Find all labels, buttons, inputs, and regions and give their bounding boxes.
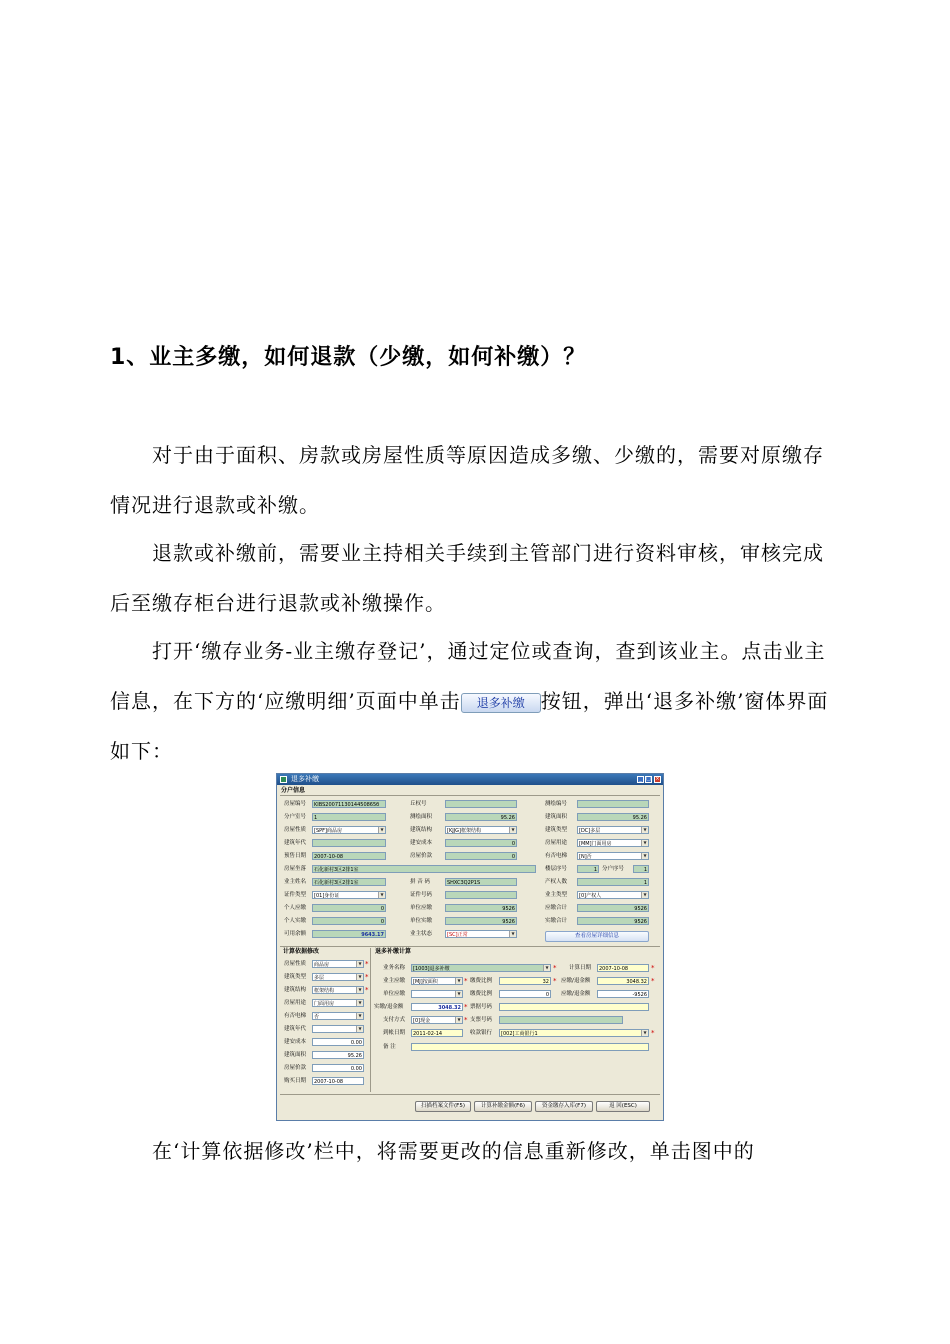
section-heading: 1、业主多缴，如何退款（少缴，如何补缴）？	[110, 345, 587, 370]
elevator-label: 有否电梯	[545, 853, 568, 859]
refund-supplement-button-inline[interactable]: 退多补缴	[461, 693, 541, 713]
chevron-down-icon: ▼	[641, 827, 648, 833]
c-house-price-field[interactable]: 0.00	[312, 1064, 364, 1072]
chevron-down-icon: ▼	[356, 1000, 363, 1006]
paragraph-3	[110, 626, 830, 776]
due-refund-field[interactable]: 3048.32	[597, 977, 649, 985]
owner-type-label: 业主类型	[545, 892, 568, 898]
survey-no-label: 测绘编号	[545, 801, 568, 807]
build-area-label: 建筑面积	[545, 814, 568, 820]
c-house-price-label: 房屋价款	[284, 1065, 307, 1071]
c-elevator-label: 有否电梯	[284, 1013, 307, 1019]
house-no-field[interactable]: KIBS2007113014450865б	[312, 800, 386, 808]
house-price-field[interactable]: 0	[445, 852, 517, 860]
owner-status-label: 业主状态	[410, 931, 433, 937]
biz-name-select[interactable]: [1003]退多补缴 ▼	[411, 964, 551, 972]
unit-seq-field[interactable]: 1	[633, 865, 649, 873]
unit-due-label: 单位应缴	[410, 905, 433, 911]
required-mark: *	[365, 986, 369, 994]
house-nature-label: 房屋性质	[284, 827, 307, 833]
owner-due-select[interactable]: [MJ]按面积 ▼	[411, 977, 463, 985]
pay-method-label: 支付方式	[383, 1017, 406, 1023]
c-build-type-label: 建筑类型	[284, 974, 307, 980]
chevron-down-icon: ▼	[641, 1030, 648, 1036]
calc-date-field[interactable]: 2007-10-08	[597, 964, 649, 972]
pay-ratio-field[interactable]: 32	[499, 977, 551, 985]
personal-due-label: 个人应缴	[284, 905, 307, 911]
unit-due2-label: 单位应缴	[383, 991, 406, 997]
floor-no-label: 楼层序号	[545, 866, 568, 872]
c-house-use-label: 房屋用途	[284, 1000, 307, 1006]
paid-total-field[interactable]: 9526	[577, 917, 649, 925]
c-structure-select[interactable]: 框架结构 ▼	[312, 986, 364, 994]
c-build-area-label: 建筑面积	[284, 1052, 307, 1058]
due-total-field[interactable]: 9526	[577, 904, 649, 912]
presale-date-label: 预售日期	[284, 853, 307, 859]
chevron-down-icon: ▼	[356, 1026, 363, 1032]
owner-status-select[interactable]: [SC]正常 ▼	[445, 930, 517, 938]
c-build-year-label: 建筑年代	[284, 1026, 307, 1032]
c-build-area-field[interactable]: 95.26	[312, 1051, 364, 1059]
check-no-label: 支票号码	[470, 1017, 493, 1023]
elevator-select[interactable]: [N]否 ▼	[577, 852, 649, 860]
divider	[370, 948, 371, 1092]
biz-name-label: 业务名称	[383, 965, 406, 971]
c-build-type-select[interactable]: 多层 ▼	[312, 973, 364, 981]
divider	[280, 1094, 660, 1095]
paragraph-3-text-b: 按钮，弹出‘退多补缴’窗体界面如下：	[110, 689, 829, 763]
owner-name-field[interactable]: 石化新村3区2排1室	[312, 878, 386, 886]
paid-total-label: 实缴合计	[545, 918, 568, 924]
c-purchase-date-field[interactable]: 2007-10-08	[312, 1077, 364, 1085]
chevron-down-icon: ▼	[378, 892, 385, 898]
chevron-down-icon: ▼	[356, 987, 363, 993]
survey-no-field[interactable]	[577, 800, 649, 808]
paragraph-1-text: 对于由于面积、房款或房屋性质等原因造成多缴、少缴的，需要对原缴存情况进行退款或补缴。	[110, 443, 824, 517]
available-field[interactable]: 9643.17	[312, 930, 386, 938]
build-type-select[interactable]: [DC]多层 ▼	[577, 826, 649, 834]
paragraph-2-text: 退款或补缴前，需要业主持相关手续到主管部门进行资料审核，审核完成后至缴存柜台进行退款或补缴操作。	[110, 541, 824, 615]
required-mark: *	[553, 964, 557, 972]
view-house-detail-button[interactable]: 查看房屋详细信息	[545, 931, 649, 942]
scan-files-button[interactable]: 扫描档案文件(F5)	[415, 1101, 471, 1112]
pinyin-label: 拼 音 码	[410, 879, 430, 885]
build-year-label: 建筑年代	[284, 840, 307, 846]
floor-no-field[interactable]: 1	[577, 865, 599, 873]
due-total-label: 应缴合计	[545, 905, 568, 911]
owner-due-label: 业主应缴	[383, 978, 406, 984]
personal-paid-field[interactable]: 0	[312, 917, 386, 925]
maximize-icon[interactable]: □	[646, 776, 651, 782]
survey-area-field[interactable]: 95.26	[445, 813, 517, 821]
presale-date-field[interactable]: 2007-10-08	[312, 852, 386, 860]
paragraph-1	[110, 430, 830, 530]
required-mark: *	[464, 1003, 468, 1011]
cert-no-label: 证件号码	[410, 892, 433, 898]
due-refund2-field[interactable]: -9526	[597, 990, 649, 998]
unit-room-field[interactable]: 1	[312, 813, 386, 821]
chevron-down-icon: ▼	[509, 931, 516, 937]
c-house-nature-select[interactable]: 商品房 ▼	[312, 960, 364, 968]
house-nature-select[interactable]: [SPF]商品房 ▼	[312, 826, 386, 834]
chevron-down-icon: ▼	[455, 978, 462, 984]
minimize-icon[interactable]: _	[637, 776, 644, 783]
chevron-down-icon: ▼	[356, 961, 363, 967]
personal-due-field[interactable]: 0	[312, 904, 386, 912]
divider	[280, 946, 660, 947]
ticket-no-label: 票据号码	[470, 1004, 493, 1010]
structure-label: 建筑结构	[410, 827, 433, 833]
refund-section-title: 退多补缴计算	[375, 948, 412, 955]
c-elevator-select[interactable]: 否 ▼	[312, 1012, 364, 1020]
build-type-label: 建筑类型	[545, 827, 568, 833]
required-mark: *	[553, 977, 557, 985]
chevron-down-icon: ▼	[641, 840, 648, 846]
c-structure-label: 建筑结构	[284, 987, 307, 993]
cert-type-label: 证件类型	[284, 892, 307, 898]
actual-refund-field[interactable]: 3048.32	[411, 1003, 463, 1011]
chevron-down-icon: ▼	[356, 1013, 363, 1019]
household-section-title: 分户信息	[281, 787, 306, 794]
paragraph-3-text-a: 打开‘缴存业务-业主缴存登记’，通过定位或查询，查到该业主。点击业主信息，在下方的‘应缴明细’页面中单击	[110, 639, 826, 713]
cert-no-field[interactable]	[445, 891, 517, 899]
dialog-titlebar	[277, 774, 663, 785]
required-mark: *	[651, 964, 655, 972]
remark-field[interactable]	[411, 1043, 649, 1051]
arrival-date-field[interactable]: 2011-02-14	[411, 1029, 463, 1037]
chevron-down-icon: ▼	[455, 991, 462, 997]
chevron-down-icon: ▼	[641, 853, 648, 859]
ticket-no-field[interactable]	[499, 1003, 649, 1011]
personal-paid-label: 个人实缴	[284, 918, 307, 924]
due-refund2-label: 应缴/退金额	[561, 991, 591, 997]
chevron-down-icon: ▼	[509, 827, 516, 833]
due-refund-label: 应缴/退金额	[561, 978, 591, 984]
calc-date-label: 计算日期	[569, 965, 592, 971]
c-house-use-select[interactable]: 门面用房 ▼	[312, 999, 364, 1007]
chevron-down-icon: ▼	[356, 974, 363, 980]
paragraph-4	[110, 1126, 830, 1176]
actual-refund-label: 实缴/退金额	[374, 1004, 404, 1010]
calc-section-title: 计算依据修改	[283, 948, 320, 955]
survey-area-label: 测绘面积	[410, 814, 433, 820]
install-cost-field[interactable]: 0	[445, 839, 517, 847]
unit-due-field[interactable]: 9526	[445, 904, 517, 912]
bank-select[interactable]: [002]工商银行1 ▼	[499, 1029, 649, 1037]
dialog-title: 退多补缴	[291, 775, 319, 783]
c-build-year-select[interactable]	[312, 1025, 364, 1033]
unit-due2-select[interactable]	[411, 990, 463, 998]
c-install-cost-field[interactable]: 0.00	[312, 1038, 364, 1046]
hill-no-label: 丘权号	[410, 801, 427, 807]
house-location-label: 房屋坐落	[284, 866, 307, 872]
chevron-down-icon: ▼	[455, 1017, 462, 1023]
pay-ratio2-label: 缴费比例	[470, 991, 493, 997]
bank-label: 收款银行	[470, 1030, 493, 1036]
paragraph-4-text: 在‘计算依据修改’栏中，将需要更改的信息重新修改，单击图中的	[152, 1139, 755, 1163]
structure-select[interactable]: [KJJG]框架结构 ▼	[445, 826, 517, 834]
required-mark: *	[464, 1016, 468, 1024]
required-mark: *	[464, 977, 468, 985]
hill-no-field[interactable]	[445, 800, 517, 808]
arrival-date-label: 到帐日期	[383, 1030, 406, 1036]
pay-method-select[interactable]: [0]现金 ▼	[411, 1016, 463, 1024]
install-cost-label: 建安成本	[410, 840, 433, 846]
owner-name-label: 业主姓名	[284, 879, 307, 885]
refund-supplement-dialog	[276, 773, 664, 1121]
required-mark: *	[365, 973, 369, 981]
unit-seq-label: 分户序号	[602, 866, 625, 872]
owners-count-field[interactable]: 1	[577, 878, 649, 886]
check-no-field[interactable]	[499, 1016, 623, 1024]
owners-count-label: 产权人数	[545, 879, 568, 885]
available-label: 可用余额	[284, 931, 307, 937]
close-icon[interactable]: ×	[655, 776, 660, 782]
chevron-down-icon: ▼	[543, 965, 550, 971]
house-location-field[interactable]: 石化新村3区2排1室	[312, 865, 536, 873]
paragraph-2	[110, 528, 830, 628]
house-use-label: 房屋用途	[545, 840, 568, 846]
unit-paid-field[interactable]: 9526	[445, 917, 517, 925]
required-mark: *	[651, 1029, 655, 1037]
house-use-select[interactable]: [MM]门面用房 ▼	[577, 839, 649, 847]
house-price-label: 房屋价款	[410, 853, 433, 859]
remark-label: 备 注	[383, 1044, 396, 1050]
deposit-funds-button[interactable]: 资金缴存入库(F7)	[535, 1101, 593, 1112]
pinyin-field[interactable]: SHXC3Q2P1S	[445, 878, 517, 886]
back-button[interactable]: 返 回(ESC)	[596, 1101, 650, 1112]
c-house-nature-label: 房屋性质	[284, 961, 307, 967]
pay-ratio-label: 缴费比例	[470, 978, 493, 984]
chevron-down-icon: ▼	[641, 892, 648, 898]
unit-paid-label: 单位实缴	[410, 918, 433, 924]
calc-amount-button[interactable]: 计算补缴金额(F6)	[474, 1101, 532, 1112]
app-icon	[280, 776, 287, 783]
build-area-field[interactable]: 95.26	[577, 813, 649, 821]
chevron-down-icon: ▼	[378, 827, 385, 833]
required-mark: *	[651, 977, 655, 985]
required-mark: *	[365, 960, 369, 968]
divider	[280, 795, 660, 796]
cert-type-select[interactable]: [01]身份证 ▼	[312, 891, 386, 899]
c-install-cost-label: 建安成本	[284, 1039, 307, 1045]
build-year-field[interactable]	[312, 839, 386, 847]
c-purchase-date-label: 购买日期	[284, 1078, 307, 1084]
pay-ratio2-field[interactable]: 0	[499, 990, 551, 998]
house-no-label: 房屋编号	[284, 801, 307, 807]
unit-room-label: 分户室号	[284, 814, 307, 820]
owner-type-select[interactable]: [0]产权人 ▼	[577, 891, 649, 899]
